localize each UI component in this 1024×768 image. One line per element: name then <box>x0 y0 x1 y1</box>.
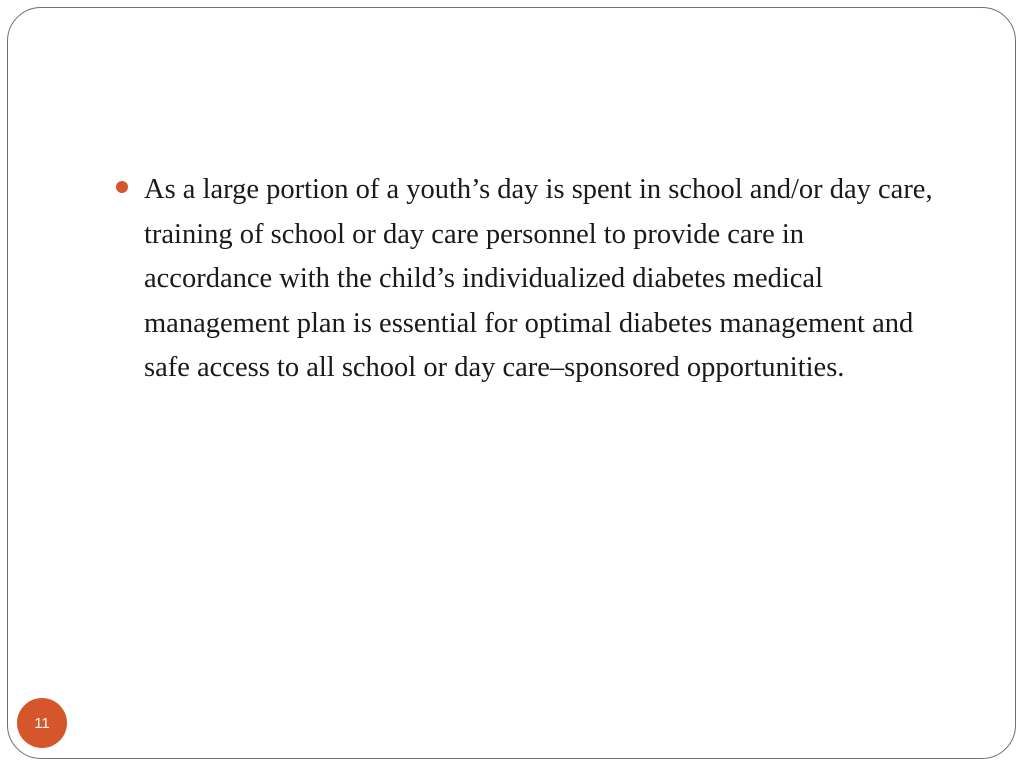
page-number-badge: 11 <box>17 698 67 748</box>
slide-content <box>116 168 936 391</box>
bullet-dot-icon <box>116 181 128 193</box>
bullet-text: As a large portion of a youth’s day is spent in school and/or day care, training of school or day care personnel to provide care in accordance with the child’s individualized diabetes medical management plan is essential for optimal diabetes management and safe access to all school or day care–sponsored opportunities. <box>144 174 933 383</box>
bullet-item <box>116 168 936 391</box>
